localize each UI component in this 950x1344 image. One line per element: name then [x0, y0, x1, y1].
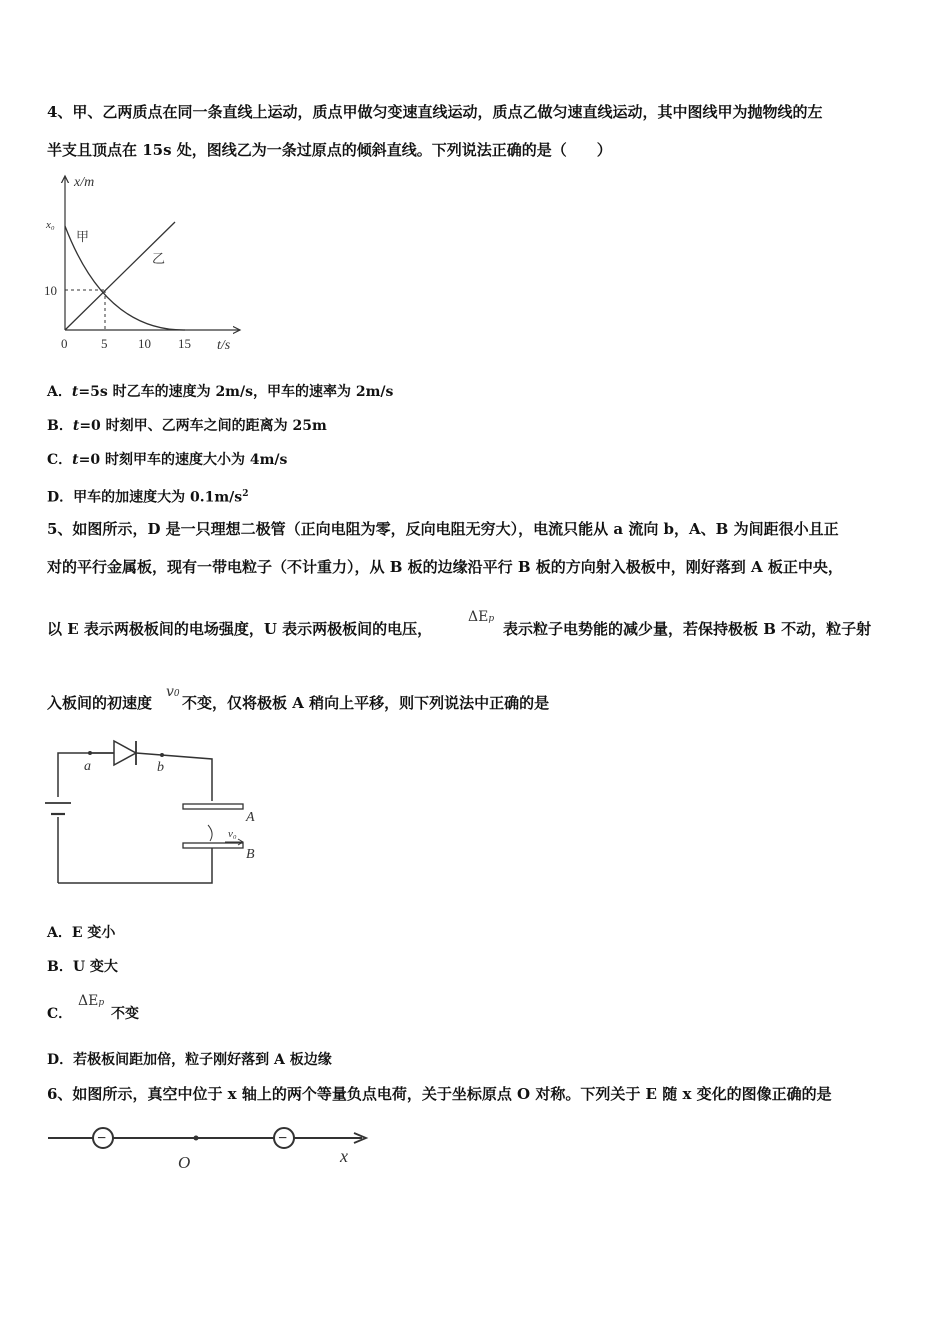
charge-left-sign: − — [97, 1130, 107, 1147]
x0-label: x₀ — [46, 219, 55, 231]
curve-jia-label: 甲 — [76, 229, 90, 244]
x-axis-label: t/s — [217, 338, 231, 353]
origin-label: O — [178, 1153, 191, 1172]
q5-circuit-diagram — [40, 733, 280, 893]
x-tick-15: 15 — [178, 336, 191, 351]
y-tick-10: 10 — [44, 283, 57, 298]
q4-option-d[interactable]: D．甲车的加速度大为 $0.1m/s^2$ — [47, 489, 249, 506]
label-plate-b: B — [246, 847, 255, 862]
q4-stem-line1: 4、甲、乙两质点在同一条直线上运动，质点甲做匀变速直线运动，质点乙做匀速直线运动，其中图线甲为抛物线的左 — [47, 103, 823, 121]
q5-stem-line3a: 以 E 表示两极板间的电场强度，U 表示两极板间的电压， — [47, 620, 433, 638]
option-c-delta-ep: ΔEp — [78, 993, 105, 1009]
q4-option-a[interactable]: A．t=5s 时乙车的速度为 2m/s，甲车的速率为 2m/s — [47, 384, 394, 400]
x-tick-0: 0 — [61, 336, 68, 351]
q5-option-d[interactable]: D．若极板间距加倍，粒子刚好落到 A 板边缘 — [47, 1052, 332, 1068]
q4-stem-line2: 半支且顶点在 15s 处，图线乙为一条过原点的倾斜直线。下列说法正确的是（ ） — [47, 141, 612, 159]
x-tick-10: 10 — [138, 336, 151, 351]
origin-point — [194, 1136, 199, 1141]
q5-option-c[interactable]: C． — [47, 1006, 73, 1022]
diode-triangle — [114, 741, 136, 765]
label-a: a — [84, 759, 91, 774]
line-yi-label: 乙 — [152, 251, 166, 266]
label-b: b — [157, 760, 164, 775]
wire-bottom — [58, 848, 212, 883]
x-tick-5: 5 — [101, 336, 108, 351]
q5-option-b[interactable]: B．U 变大 — [47, 959, 118, 975]
q5-stem-line4b: 不变，仅将极板 A 稍向上平移，则下列说法中正确的是 — [182, 694, 550, 712]
q4-option-b[interactable]: B．t=0 时刻甲、乙两车之间的距离为 25m — [47, 418, 327, 434]
point-b — [160, 753, 164, 757]
q6-charges-diagram — [40, 1122, 380, 1177]
q5-option-a[interactable]: A．E 变小 — [47, 925, 116, 941]
charge-right-sign: − — [278, 1130, 288, 1147]
q5-option-c-text: 不变 — [111, 1006, 139, 1022]
q5-stem-line2: 对的平行金属板，现有一带电粒子（不计重力），从 B 板的边缘沿平行 B 板的方向射入极板中，刚好落到 A 板正中央， — [47, 558, 843, 576]
wire-top-right — [136, 753, 212, 801]
q4-xt-graph — [40, 168, 250, 358]
v0-symbol: v0 — [166, 684, 180, 700]
y-axis-label: x/m — [74, 175, 95, 190]
x-label: x — [340, 1146, 348, 1166]
q5-stem-line4a: 入板间的初速度 — [47, 694, 153, 712]
q5-stem-line1: 5、如图所示，D 是一只理想二极管（正向电阻为零，反向电阻无穷大），电流只能从 a 流向 b，A、B 为间距很小且正 — [47, 520, 839, 538]
label-v0: v₀ — [228, 828, 237, 840]
q5-stem-line3b: 表示粒子电势能的减少量，若保持极板 B 不动，粒子射 — [503, 620, 872, 638]
particle-trajectory — [208, 825, 212, 841]
delta-ep-symbol: ΔEp — [468, 609, 495, 625]
plate-a — [183, 804, 243, 809]
q4-option-c[interactable]: C．t=0 时刻甲车的速度大小为 4m/s — [47, 452, 288, 468]
label-plate-a: A — [246, 810, 255, 825]
q6-stem: 6、如图所示，真空中位于 x 轴上的两个等量负点电荷，关于坐标原点 O 对称。下列关于 E 随 x 变化的图像正确的是 — [47, 1085, 832, 1103]
plate-b — [183, 843, 243, 848]
point-a — [88, 751, 92, 755]
